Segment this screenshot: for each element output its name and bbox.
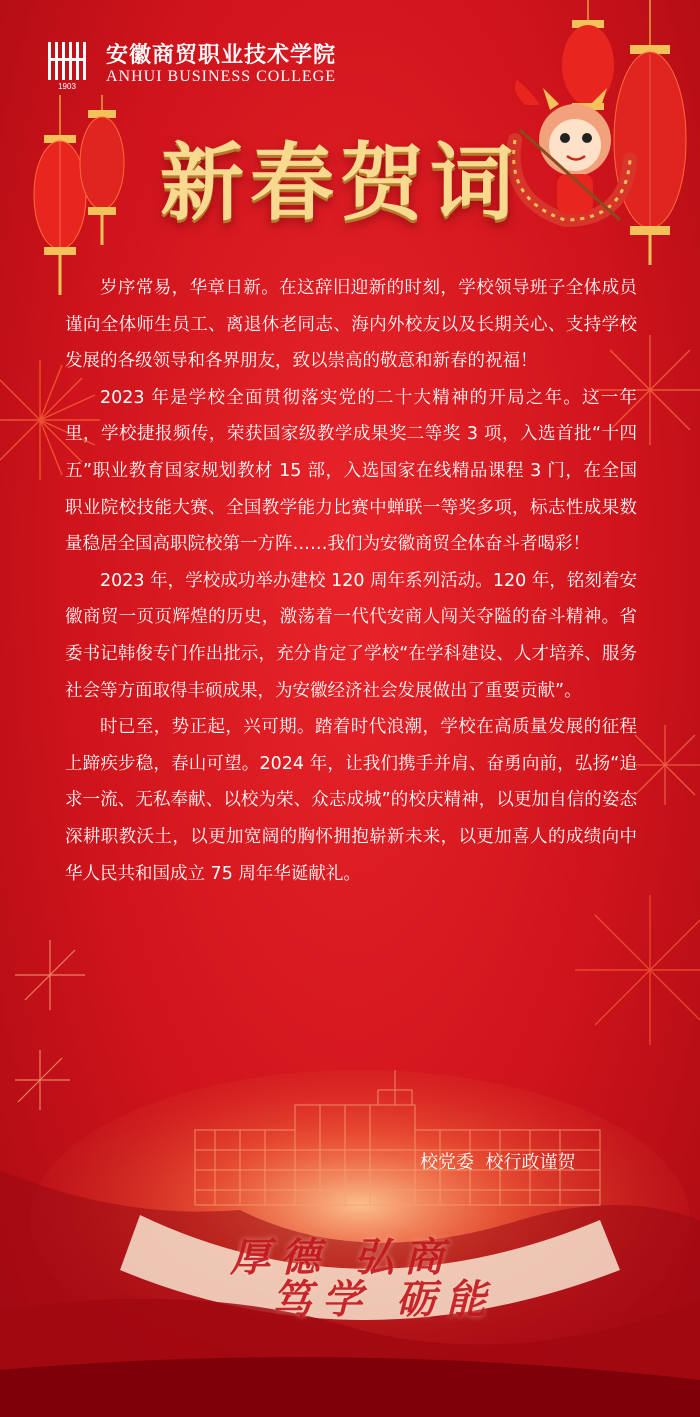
college-emblem-icon <box>46 40 94 90</box>
greeting-body <box>65 270 637 892</box>
college-logo <box>46 40 336 90</box>
paragraph: 岁序常易，华章日新。在这辞旧迎新的时刻，学校领导班子全体成员谨向全体师生员工、离退休老同志、海内外校友以及长期关心、支持学校发展的各级领导和各界朋友，致以崇高的敬意和新春的祝福！ <box>65 278 637 372</box>
college-name-en: ANHUI BUSINESS COLLEGE <box>106 68 336 85</box>
paragraph: 时已至，势正起，兴可期。踏着时代浪潮，学校在高质量发展的征程上蹄疾步稳，春山可望。2024 年，让我们携手并肩、奋勇向前，弘扬“追求一流、无私奉献、以校为荣、众志成城”的校庆精神，以更加自信的姿态深耕职教沃土，以更加宽阔的胸怀拥抱崭新未来，以更加喜人的成绩向中华人民共和国成立 75 周年华诞献礼。 <box>65 717 637 884</box>
signature: 校党委 校行政谨贺 <box>420 1152 576 1173</box>
college-name-cn: 安徽商贸职业技术学院 <box>106 42 337 68</box>
firework-right-bottom <box>570 895 700 1045</box>
page-title: 新春贺词 <box>159 133 520 232</box>
paragraph: 2023 年是学校全面贯彻落实党的二十大精神的开局之年。这一年里，学校捷报频传，荣获国家级教学成果奖二等奖 3 项，入选首批“十四五”职业教育国家规划教材 15 部，入选国家在线精品课程 3 门，在全国职业院校技能大赛、全国教学能力比赛中蝉联一等奖多项，标志性成果数量稳居全国高职院校第一方阵……我们为安徽商贸全体奋斗者喝彩！ <box>65 387 637 555</box>
paragraph: 2023 年，学校成功举办建校 120 周年系列活动。120 年，铭刻着安徽商贸一页页辉煌的历史，激荡着一代代安商人闯关夺隘的奋斗精神。省委书记韩俊专门作出批示，充分肯定了学校“在学科建设、人才培养、服务社会等方面取得丰硕成果，为安徽经济社会发展做出了重要贡献”。 <box>65 570 637 701</box>
motto-line-2: 笃学 砺能 <box>272 1276 496 1323</box>
motto-line-1: 厚德 弘商 <box>230 1234 454 1281</box>
svg-text:1903: 1903 <box>58 82 76 90</box>
